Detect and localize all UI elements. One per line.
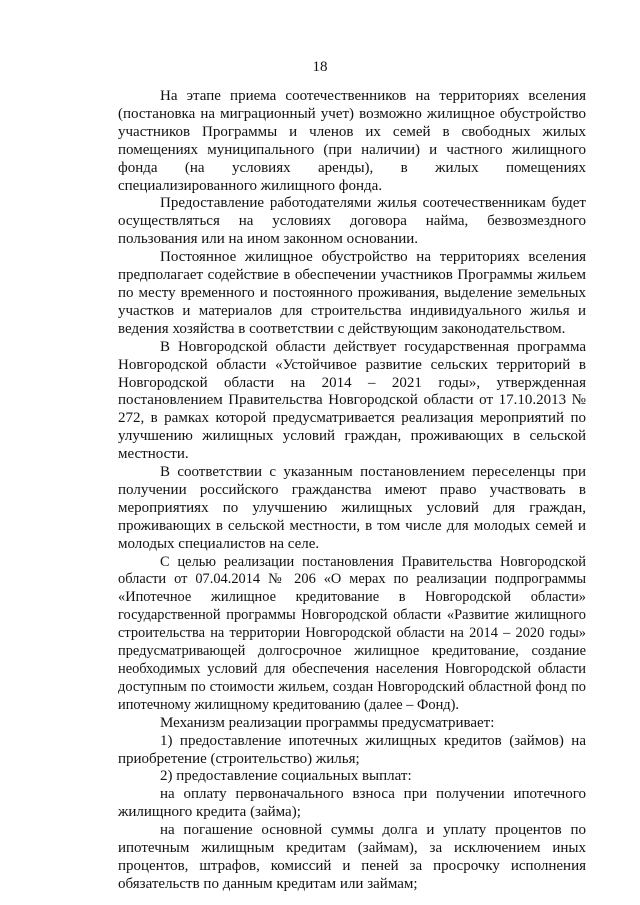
document-body <box>118 88 586 894</box>
paragraph-7: Механизм реализации программы предусматривает: <box>160 714 495 731</box>
sub-item-2: на погашение основной суммы долга и уплату процентов по ипотечным жилищным кредитам (займам), за исключением иных процентов, штрафов, комиссий и пеней за просрочку исполнения обязательств по данным кредитам или займам; <box>118 822 586 892</box>
paragraph-1: На этапе приема соотечественников на территориях вселения (постановка на миграционный учет) возможно жилищное обустройство участников Программы и членов их семей в свободных жилых помещениях муниципального (при наличии) и частного жилищного фонда (на условиях аренды), в жилых помещениях специализированного жилищного фонда. <box>118 88 586 194</box>
paragraph-5: В соответствии с указанным постановлением переселенцы при получении российского гражданства имеют право участвовать в мероприятиях по улучшению жилищных условий для граждан, проживающих в сельской местности, в том числе для молодых семей и молодых специалистов на селе. <box>118 464 586 552</box>
paragraph-2: Предоставление работодателями жилья соотечественникам будет осуществляться на условиях договора найма, безвозмездного пользования или на ином законном основании. <box>118 195 586 248</box>
list-item-1: 1) предоставление ипотечных жилищных кредитов (займов) на приобретение (строительство) жилья; <box>118 732 586 767</box>
page-number: 18 <box>312 59 328 75</box>
paragraph-3: Постоянное жилищное обустройство на территориях вселения предполагает содействие в обеспечении участников Программы жильем по месту временного и постоянного проживания, выделение земельных участков и материалов для строительства индивидуального жилья и ведения хозяйства в соответствии с действующим законодательством. <box>118 249 586 337</box>
list-item-2: 2) предоставление социальных выплат: <box>160 768 412 785</box>
paragraph-4: В Новгородской области действует государственная программа Новгородской области «Устойчивое развитие сельских территорий в Новгородской области на 2014 – 2021 годы», утвержденная постановлением Правительства Новгородской области от 17.10.2013 № 272, в рамках которой предусматривается реализация мероприятий по улучшению жилищных условий граждан, проживающих в сельской местности. <box>118 338 586 463</box>
paragraph-6: С целью реализации постановления Правительства Новгородской области от 07.04.2014 № 206 «О мерах по реализации подпрограммы «Ипотечное жилищное кредитование в Новгородской области» государственной программы Новгородской области «Развитие жилищного строительства на территории Новгородской области на 2014 – 2020 годы» предусматривающей долгосрочное жилищное кредитование, создание необходимых условий для обеспечения населения Новгородской области доступным по стоимости жильем, создан Новгородский областной фонд по ипотечному жилищному кредитованию (далее – Фонд). <box>118 553 586 713</box>
sub-item-1: на оплату первоначального взноса при получении ипотечного жилищного кредита (займа); <box>118 786 586 821</box>
